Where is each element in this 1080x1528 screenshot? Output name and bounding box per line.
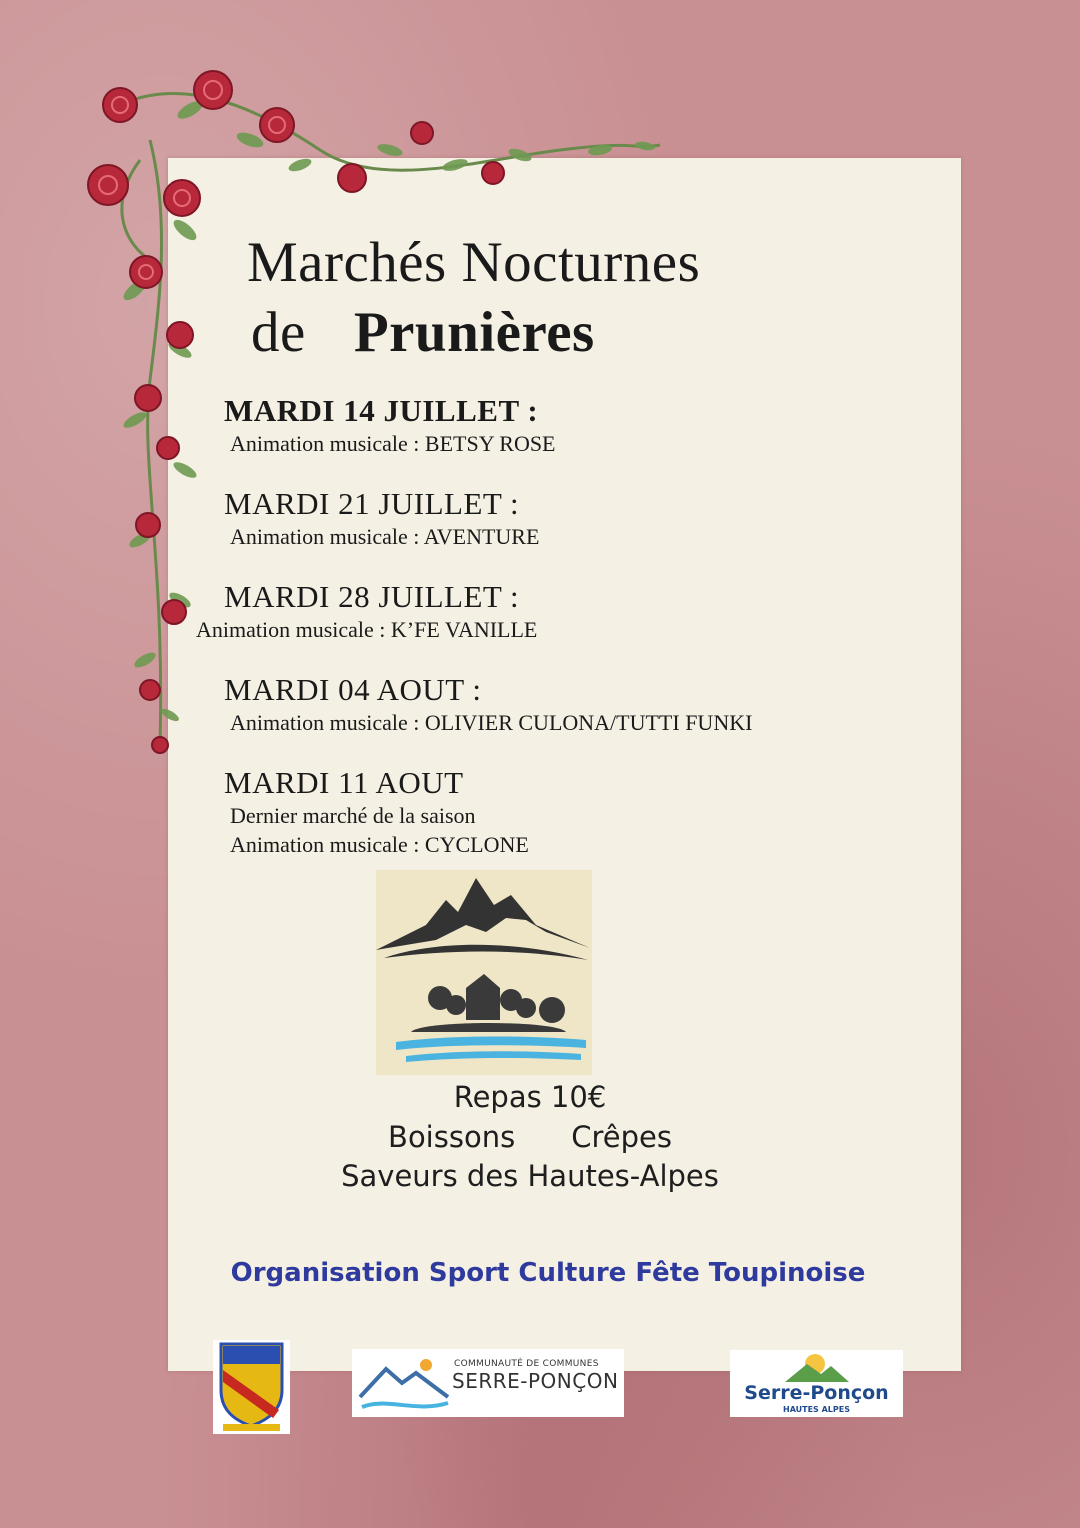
title-line-2 bbox=[247, 298, 700, 368]
event-animation: Animation musicale : K’FE VANILLE bbox=[196, 617, 538, 642]
community-logo bbox=[352, 1349, 624, 1417]
event-item bbox=[224, 765, 529, 859]
tourism-region: HAUTES ALPES bbox=[783, 1405, 850, 1414]
meal-price: Repas 10€ bbox=[453, 1080, 607, 1114]
event-date: MARDI 11 AOUT bbox=[224, 765, 464, 800]
title-line-1: Marchés Nocturnes bbox=[247, 231, 701, 294]
food-offers-line bbox=[260, 1120, 800, 1154]
event-item bbox=[224, 672, 752, 737]
community-name: SERRE-PONÇON bbox=[452, 1369, 619, 1393]
page-title bbox=[247, 228, 700, 368]
organisation-credit: Organisation Sport Culture Fête Toupinoise bbox=[230, 1258, 866, 1288]
local-flavours: Saveurs des Hautes-Alpes bbox=[341, 1159, 719, 1193]
event-item bbox=[224, 486, 539, 551]
event-date: MARDI 28 JUILLET : bbox=[224, 579, 520, 614]
serre-poncon-mountain-icon bbox=[356, 1353, 452, 1413]
event-animation: Animation musicale : CYCLONE bbox=[230, 832, 529, 857]
event-item bbox=[224, 393, 556, 458]
tourism-name: Serre-Ponçon bbox=[744, 1382, 889, 1404]
title-word-prunieres: Prunières bbox=[353, 301, 595, 364]
event-date: MARDI 14 JUILLET : bbox=[224, 393, 539, 428]
community-label: COMMUNAUTÉ DE COMMUNES bbox=[454, 1359, 599, 1369]
title-word-de: de bbox=[251, 301, 306, 364]
tourism-logo bbox=[730, 1350, 903, 1417]
drinks-text: Boissons bbox=[388, 1120, 516, 1154]
event-date: MARDI 21 JUILLET : bbox=[224, 486, 520, 521]
event-item bbox=[196, 579, 538, 644]
coat-of-arms-icon bbox=[213, 1340, 290, 1434]
crepes-text: Crêpes bbox=[571, 1120, 672, 1154]
event-note: Dernier marché de la saison bbox=[230, 803, 476, 828]
event-animation: Animation musicale : BETSY ROSE bbox=[230, 431, 556, 456]
event-date: MARDI 04 AOUT : bbox=[224, 672, 482, 707]
event-animation: Animation musicale : AVENTURE bbox=[230, 524, 540, 549]
event-animation: Animation musicale : OLIVIER CULONA/TUTTI FUNKI bbox=[230, 710, 753, 735]
sun-mountain-icon bbox=[785, 1352, 849, 1384]
mountain-lake-emblem-icon bbox=[376, 870, 592, 1075]
